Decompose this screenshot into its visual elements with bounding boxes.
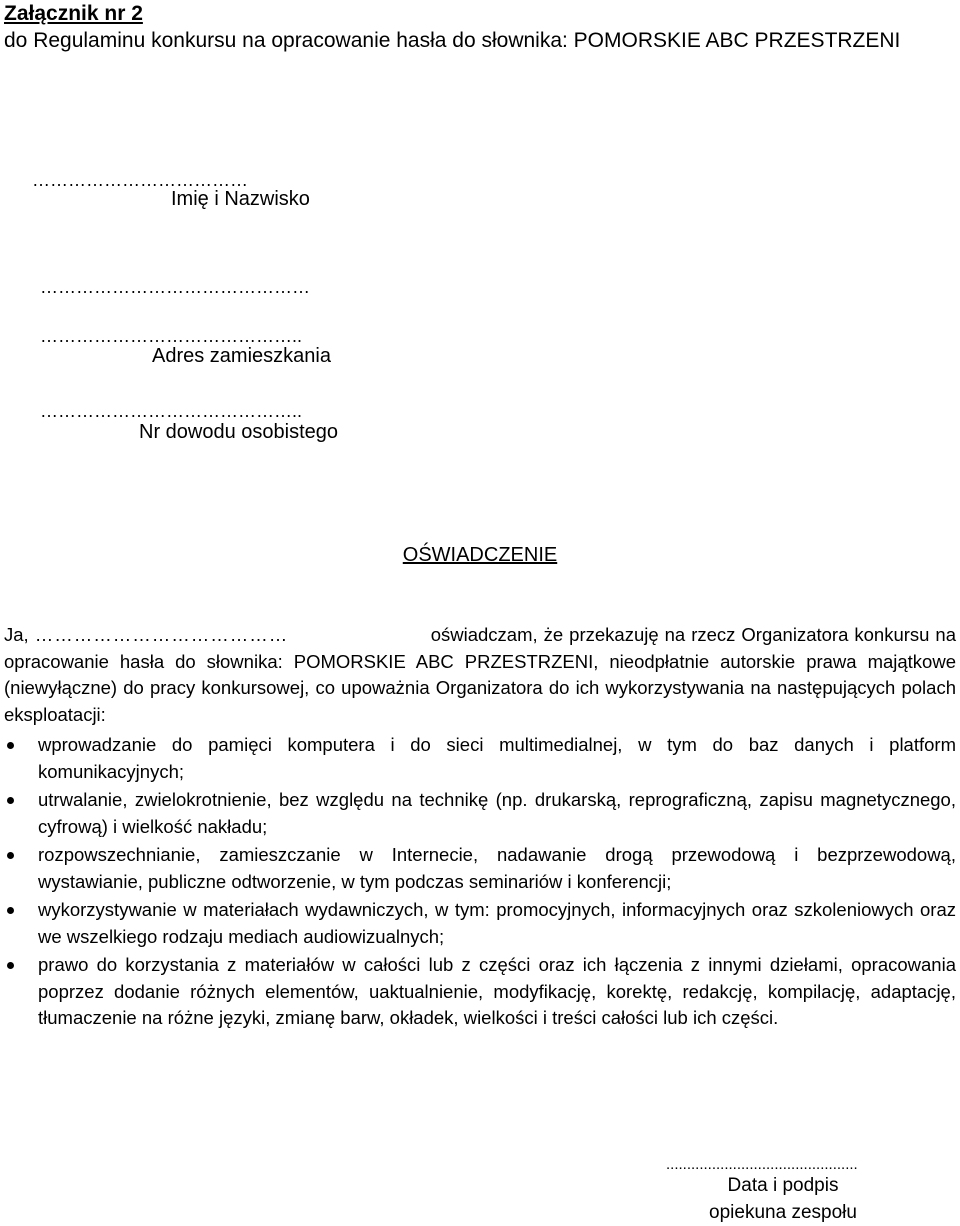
list-item: utrwalanie, zwielokrotnienie, bez względu na technikę (np. drukarską, reprograficzną, zapisu magnetycznego, cyfrową) i wielkość nakładu;: [4, 787, 956, 840]
list-item: wykorzystywanie w materiałach wydawniczych, w tym: promocyjnych, informacyjnych oraz szkoleniowych oraz we wszelkiego rodzaju mediach audiowizualnych;: [4, 897, 956, 950]
name-label: Imię i Nazwisko: [171, 188, 310, 210]
address-dots-line-2: ……………………………………..: [40, 326, 303, 346]
declaration-name-dots: …………………………………: [34, 624, 289, 645]
list-item: rozpowszechnianie, zamieszczanie w Internecie, nadawanie drogą przewodową i bezprzewodową, wystawianie, publiczne odtworzenie, w tym podczas seminariów i konferencji;: [4, 842, 956, 895]
exploitation-fields-list: [4, 732, 956, 1034]
attachment-title: Załącznik nr 2: [4, 2, 143, 25]
list-item: prawo do korzystania z materiałów w całości lub z części oraz ich łączenia z innymi dziełami, opracowania poprzez dodanie różnych elementów, uaktualnienie, modyfikację, korektę, redakcję, kompilację, adaptację, tłumaczenie na różne języki, zmianę barw, okładek, wielkości i treści całości lub ich części.: [4, 952, 956, 1032]
signature-label: [660, 1172, 906, 1226]
id-number-label: Nr dowodu osobistego: [139, 421, 339, 443]
address-dots-line-1: ………………………………………: [40, 277, 310, 297]
declaration-heading: OŚWIADCZENIE: [402, 544, 558, 566]
declaration-paragraph: [4, 622, 956, 728]
declaration-ja: Ja,: [4, 624, 29, 645]
attachment-subtitle: do Regulaminu konkursu na opracowanie hasła do słownika: POMORSKIE ABC PRZESTRZENI: [4, 29, 901, 52]
name-dots-line: ………………………………: [32, 170, 248, 190]
declaration-body: oświadczam, że przekazuję na rzecz Organizatora konkursu na opracowanie hasła do słownika: POMORSKIE ABC PRZESTRZENI, nieodpłatnie autorskie prawa majątkowe (niewyłączne) do pracy konkursowej, co upoważnia Organizatora do ich wykorzystywania na następujących polach eksploatacji:: [4, 624, 957, 725]
id-dots-line: ……………………………………..: [40, 401, 303, 421]
address-label: Adres zamieszkania: [152, 345, 331, 367]
signature-label-line-1: Data i podpis: [727, 1175, 839, 1196]
signature-dots-line: ..............................................: [666, 1156, 858, 1173]
signature-label-line-2: opiekuna zespołu: [709, 1202, 857, 1223]
list-item: wprowadzanie do pamięci komputera i do sieci multimedialnej, w tym do baz danych i platform komunikacyjnych;: [4, 732, 956, 785]
